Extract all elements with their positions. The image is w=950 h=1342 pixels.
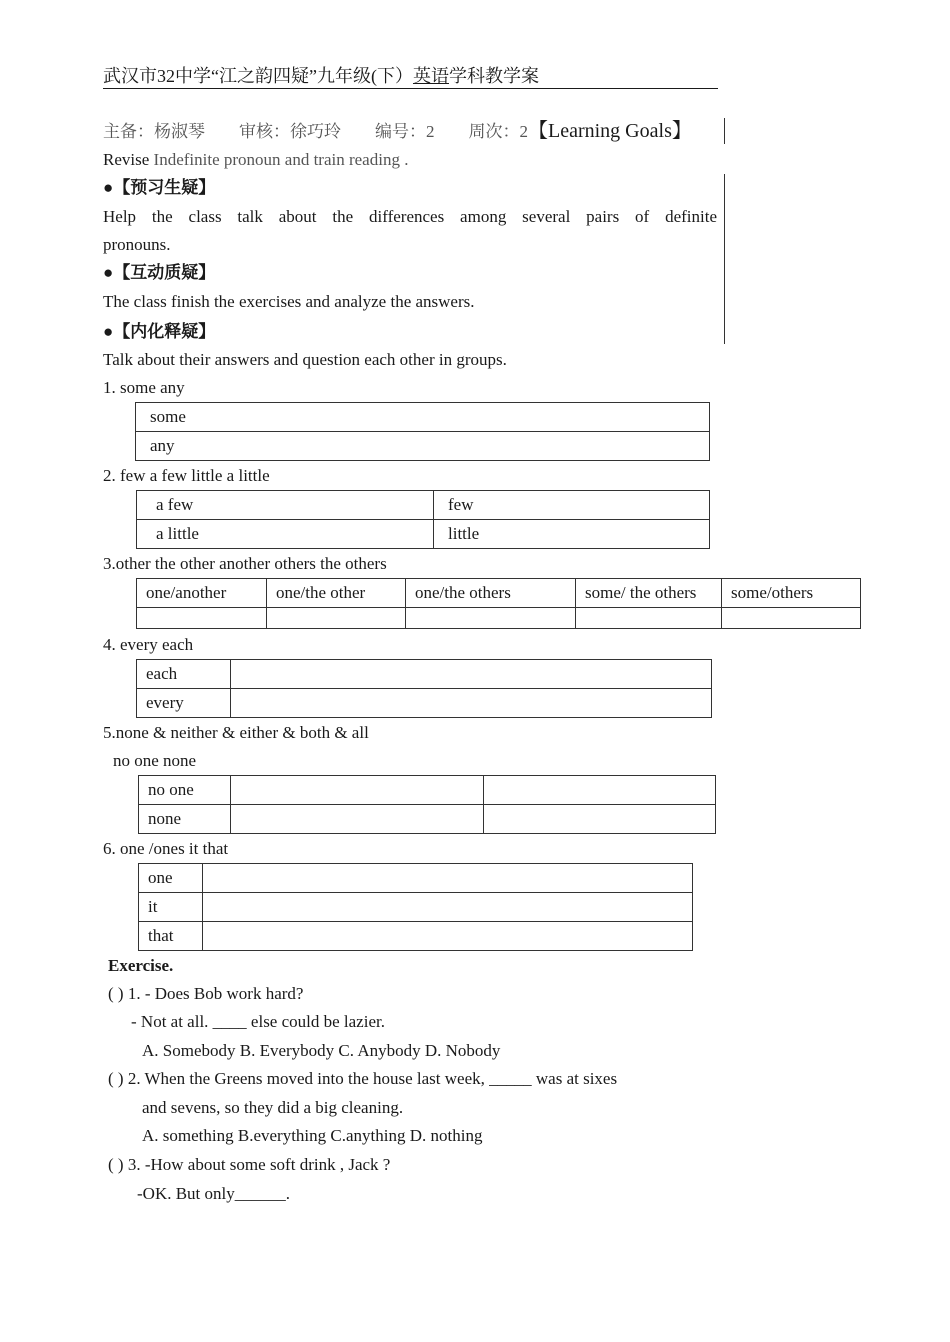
item-subheading-5: no one none bbox=[113, 751, 197, 770]
table-few-little bbox=[136, 490, 710, 549]
section-text-internalize: Talk about their answers and question each other in groups. bbox=[103, 350, 507, 369]
table-cell: every bbox=[137, 689, 231, 718]
table-cell bbox=[203, 864, 693, 893]
table-none-noone bbox=[138, 775, 716, 834]
section-text-preview-2: pronouns. bbox=[103, 235, 171, 254]
table-cell: little bbox=[434, 520, 710, 549]
table-cell: some bbox=[136, 403, 710, 432]
lesson-number: 编号：2 bbox=[375, 122, 435, 141]
table-cell bbox=[203, 922, 693, 951]
table-cell bbox=[137, 608, 267, 629]
table-row bbox=[136, 403, 710, 432]
table-cell bbox=[484, 776, 716, 805]
table-row bbox=[137, 520, 710, 549]
preparer: 主备：杨淑琴 bbox=[103, 122, 205, 141]
table-cell: some/others bbox=[722, 579, 861, 608]
table-cell: it bbox=[139, 893, 203, 922]
table-cell bbox=[231, 776, 484, 805]
table-row bbox=[137, 579, 861, 608]
table-row bbox=[139, 893, 693, 922]
exercise-options: A. something B.everything C.anything D. nothing bbox=[142, 1126, 483, 1145]
document-header: 武汉市32中学“江之韵四疑”九年级(下）英语学科教学案 bbox=[103, 66, 539, 86]
table-cell: a little bbox=[137, 520, 434, 549]
item-heading-3: 3.other the other another others the others bbox=[103, 554, 387, 573]
table-row bbox=[139, 922, 693, 951]
exercise-line: - Not at all. ____ else could be lazier. bbox=[131, 1012, 385, 1031]
learning-goal: Revise Indefinite pronoun and train reading . bbox=[103, 150, 409, 169]
table-row bbox=[136, 432, 710, 461]
table-cell: some/ the others bbox=[576, 579, 722, 608]
reviewer: 审核：徐巧玲 bbox=[239, 122, 341, 141]
item-heading-5: 5.none & neither & either & both & all bbox=[103, 723, 369, 742]
table-cell: that bbox=[139, 922, 203, 951]
table-cell: one/the others bbox=[406, 579, 576, 608]
section-text-preview-1: Help the class talk about the differences among several pairs of definite bbox=[103, 207, 717, 226]
item-heading-6: 6. one /ones it that bbox=[103, 839, 229, 858]
exercise-options: A. Somebody B. Everybody C. Anybody D. Nobody bbox=[142, 1041, 501, 1060]
table-cell: no one bbox=[139, 776, 231, 805]
table-row bbox=[137, 491, 710, 520]
table-row bbox=[137, 660, 712, 689]
table-row bbox=[137, 608, 861, 629]
table-cell: none bbox=[139, 805, 231, 834]
table-cell bbox=[484, 805, 716, 834]
table-cell: one/the other bbox=[267, 579, 406, 608]
table-cell bbox=[722, 608, 861, 629]
table-cell: a few bbox=[137, 491, 434, 520]
table-row bbox=[137, 689, 712, 718]
table-cell bbox=[231, 689, 712, 718]
table-cell bbox=[231, 660, 712, 689]
header-rule bbox=[103, 88, 718, 89]
vertical-rule-side bbox=[724, 174, 725, 344]
table-row bbox=[139, 805, 716, 834]
table-row bbox=[139, 864, 693, 893]
table-cell bbox=[576, 608, 722, 629]
section-title-preview: ●【预习生疑】 bbox=[103, 178, 216, 197]
table-cell bbox=[406, 608, 576, 629]
item-heading-4: 4. every each bbox=[103, 635, 194, 654]
meta-line bbox=[103, 120, 692, 143]
exercise-line: ( ) 2. When the Greens moved into the house last week, _____ was at sixes bbox=[108, 1069, 618, 1088]
section-title-internalize: ●【内化释疑】 bbox=[103, 322, 216, 341]
table-every-each bbox=[136, 659, 712, 718]
exercise-line: -OK. But only______. bbox=[137, 1184, 290, 1203]
exercise-line: and sevens, so they did a big cleaning. bbox=[142, 1098, 404, 1117]
section-title-interaction: ●【互动质疑】 bbox=[103, 263, 216, 282]
table-cell bbox=[231, 805, 484, 834]
table-some-any bbox=[135, 402, 710, 461]
table-cell: any bbox=[136, 432, 710, 461]
table-cell: few bbox=[434, 491, 710, 520]
week: 周次：2 bbox=[468, 122, 528, 141]
section-text-interaction: The class finish the exercises and analyze the answers. bbox=[103, 292, 475, 311]
table-cell bbox=[203, 893, 693, 922]
table-one-it-that bbox=[138, 863, 693, 951]
exercise-line: ( ) 1. - Does Bob work hard? bbox=[108, 984, 304, 1003]
table-row bbox=[139, 776, 716, 805]
item-heading-1: 1. some any bbox=[103, 378, 185, 397]
table-cell: each bbox=[137, 660, 231, 689]
learning-goals-title: 【Learning Goals】 bbox=[528, 120, 692, 142]
exercise-line: ( ) 3. -How about some soft drink , Jack ? bbox=[108, 1155, 391, 1174]
vertical-rule-top bbox=[724, 118, 725, 144]
table-cell: one bbox=[139, 864, 203, 893]
table-other-others bbox=[136, 578, 861, 629]
exercise-title: Exercise. bbox=[108, 956, 174, 975]
item-heading-2: 2. few a few little a little bbox=[103, 466, 270, 485]
table-cell bbox=[267, 608, 406, 629]
table-cell: one/another bbox=[137, 579, 267, 608]
